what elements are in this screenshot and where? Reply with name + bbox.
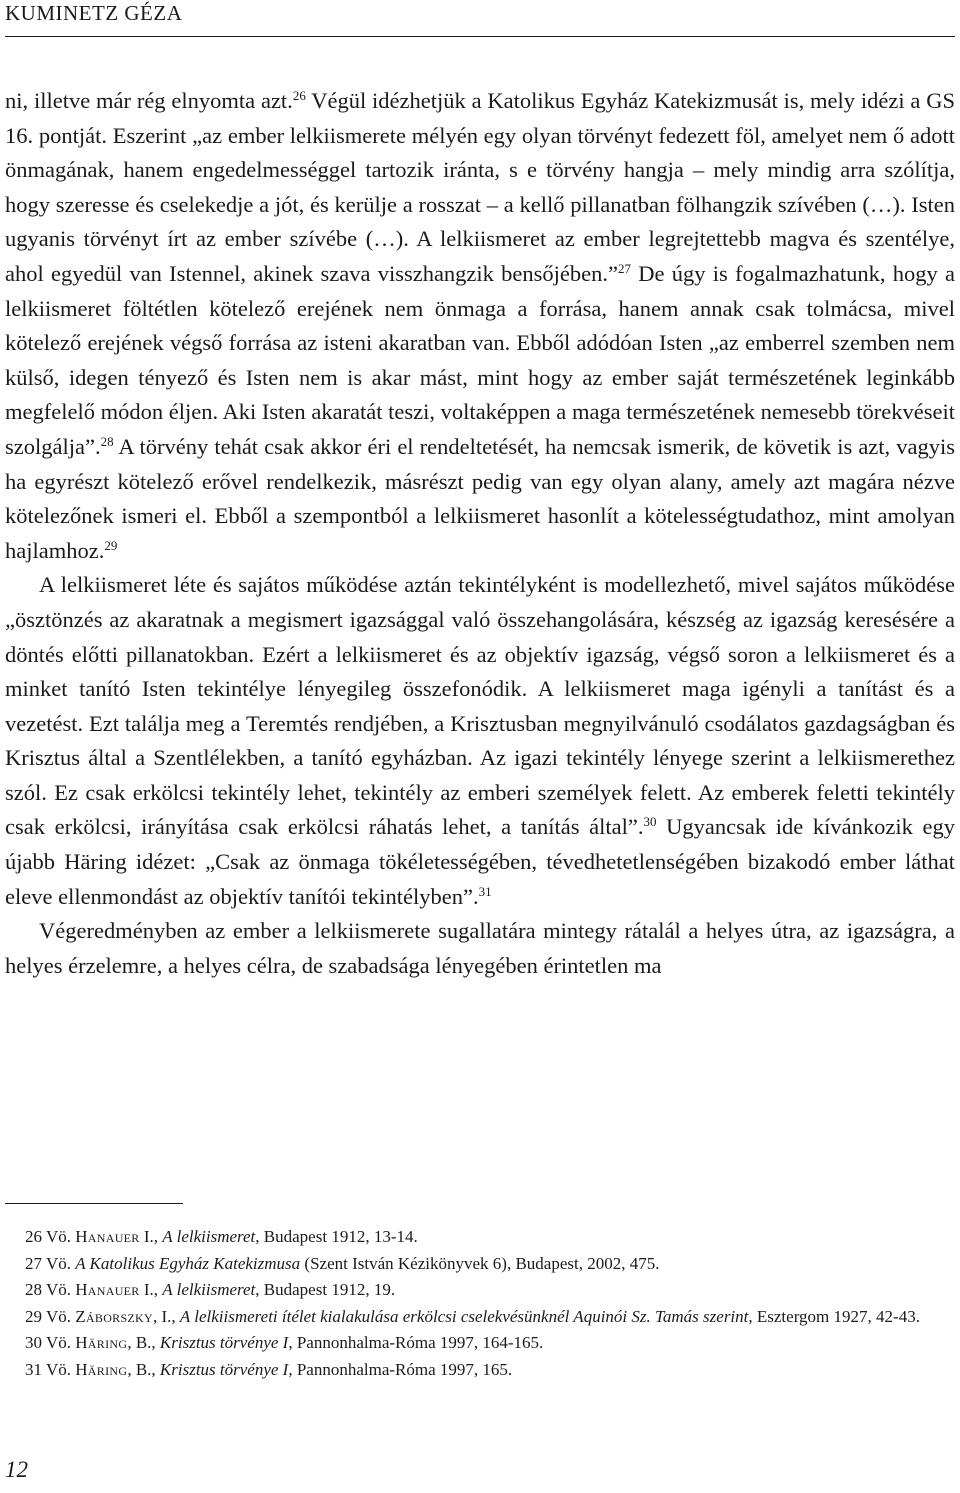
italic-title: A lelkiismeret (162, 1227, 256, 1246)
author-name: Hanauer (75, 1280, 140, 1299)
text-run: , I., (153, 1306, 180, 1326)
text-run: 28 Vö. (25, 1280, 76, 1299)
footnotes (5, 1224, 955, 1383)
text-run: Ugyancsak ide kívánkozik egy újabb Häring idézet: „Csak az önmaga tökéletességében, tévedhetetlenségében bizakodó ember láthat eleve ellenmondást az objektív tanítói tekintélyben”. (5, 814, 955, 909)
body-text (5, 84, 955, 983)
footnote-ref: 29 (104, 537, 118, 553)
paragraph (5, 84, 955, 568)
footnote-ref: 27 (618, 260, 631, 276)
text-run: ni, illetve már rég elnyomta azt. (5, 88, 293, 113)
author-name: Hanauer (75, 1227, 140, 1246)
footnote (5, 1357, 955, 1384)
author-name: Häring (75, 1333, 128, 1352)
text-run: , Budapest 1912, 13-14. (255, 1227, 418, 1246)
footnote (5, 1224, 955, 1251)
text-run: , B., (127, 1333, 160, 1352)
text-run: I., (139, 1280, 163, 1299)
text-run: De úgy is fogalmazhatunk, hogy a lelkiismeret föltétlen kötelező erejének nem önmaga a forrása, hanem annak csak tolmácsa, mivel kötelező erejének végső forrása az isteni akaratban van. Ebből adódóan Isten „az emberrel szemben nem külső, idegen tényező és Isten nem is akar mást, mint hogy az ember saját természetének leginkább megfelelő módon éljen. Aki Isten akaratát teszi, voltaképpen a maga természetének nemesebb törekvéseit szolgálja”. (5, 260, 956, 459)
text-run: , B., (127, 1359, 160, 1379)
text-run: Esztergom 1927, 42-43. (752, 1306, 920, 1326)
italic-title: A Katolikus Egyház Katekizmusa (75, 1253, 301, 1273)
text-run: I., (139, 1227, 163, 1246)
text-run: (Szent István Kézikönyvek 6), Budapest, 2002, 475. (300, 1253, 660, 1273)
text-run: , Pannonhalma-Róma 1997, 165. (288, 1359, 513, 1379)
italic-title: Krisztus törvénye I (159, 1333, 289, 1352)
text-run: , Budapest 1912, 19. (255, 1280, 396, 1299)
footnote-ref: 28 (100, 433, 114, 449)
text-run: 27 Vö. (25, 1253, 76, 1273)
italic-title: A lelkiismereti ítélet kialakulása erkölcsi cselekvésünknél Aquinói Sz. Tamás szerint, (179, 1306, 753, 1326)
text-run: 26 Vö. (25, 1227, 76, 1246)
italic-title: A lelkiismeret (162, 1280, 256, 1299)
text-run: Végeredményben az ember a lelkiismerete sugallatára mintegy rátalál a helyes útra, az igazságra, a helyes érzelemre, a helyes célra, de szabadsága lényegében érintetlen ma (5, 918, 955, 978)
header-rule (5, 36, 955, 37)
text-run: Végül idézhetjük a Katolikus Egyház Katekizmusát is, mely idézi a GS 16. pontját. Eszerint „az ember lelkiismerete mélyén egy olyan törvényt fedezett föl, amelyet nem ő adott önmagának, hanem engedelmességgel tartozik iránta, s e törvény hangja – mely mindig arra szólítja, hogy szeresse és cselekedje a jót, és kerülje a rosszat – a kellő pillanatban fölhangzik szívében (…). Isten ugyanis törvényt írt az ember szívébe (…). A lelkiismeret az ember legrejtettebb magva és szentélye, ahol egyedül van Istennel, akinek szava visszhangzik bensőjében.” (5, 88, 956, 286)
text-run: A lelkiismeret léte és sajátos működése aztán tekintélyként is modellezhető, mivel sajátos működése „ösztönzés az akaratnak a megismert igazsággal való összehangolására, készség az igazság keresésére a döntés előtti pillanatokban. Ezért a lelkiismeret és az objektív igazság, végső soron a lelkiismeret és a minket tanító Isten tekintélye lényegileg összefonódik. A lelkiismeret maga igényli a tanítást és a vezetést. Ezt találja meg a Teremtés rendjében, a Krisztusban megnyilvánuló csodálatos gazdagságban és Krisztus által a Szentlélekben, a tanító egyházban. Az igazi tekintély lényege szerint a lelkiismerethez szól. Ez csak erkölcsi tekintély lehet, tekintély az emberi személyek felett. Az emberek feletti tekintély csak erkölcsi, irányítása csak erkölcsi ráhatás lehet, a tanítás által”. (5, 572, 955, 840)
running-head: KUMINETZ GÉZA (5, 1, 183, 25)
paragraph (5, 914, 955, 983)
footnote (5, 1251, 955, 1278)
paragraph (5, 568, 955, 914)
footnote-ref: 26 (292, 88, 306, 103)
text-run: , Pannonhalma-Róma 1997, 164-165. (288, 1333, 544, 1352)
footnote-ref: 31 (478, 883, 492, 899)
text-run: 29 Vö. (25, 1306, 76, 1326)
text-run: 31 Vö. (25, 1359, 76, 1379)
text-run: 30 Vö. (25, 1333, 76, 1352)
italic-title: Krisztus törvénye I (159, 1359, 289, 1379)
footnote (5, 1330, 955, 1357)
footnote-rule (5, 1203, 183, 1204)
author-name: Häring (75, 1359, 128, 1379)
author-name: Záborszky (75, 1306, 153, 1326)
footnote (5, 1304, 955, 1331)
page-number: 12 (5, 1457, 28, 1482)
text-run: A törvény tehát csak akkor éri el rendeltetését, ha nemcsak ismerik, de követik is azt, vagyis ha egyrészt kötelező erővel rendelkezik, másrészt pedig van egy olyan alany, amely azt magára nézve kötelezőnek ismeri el. Ebből a szempontból a lelkiismeret hasonlít a kötelességtudathoz, mint amolyan hajlamhoz. (5, 433, 955, 563)
footnote (5, 1277, 955, 1304)
footnote-ref: 30 (643, 814, 657, 830)
